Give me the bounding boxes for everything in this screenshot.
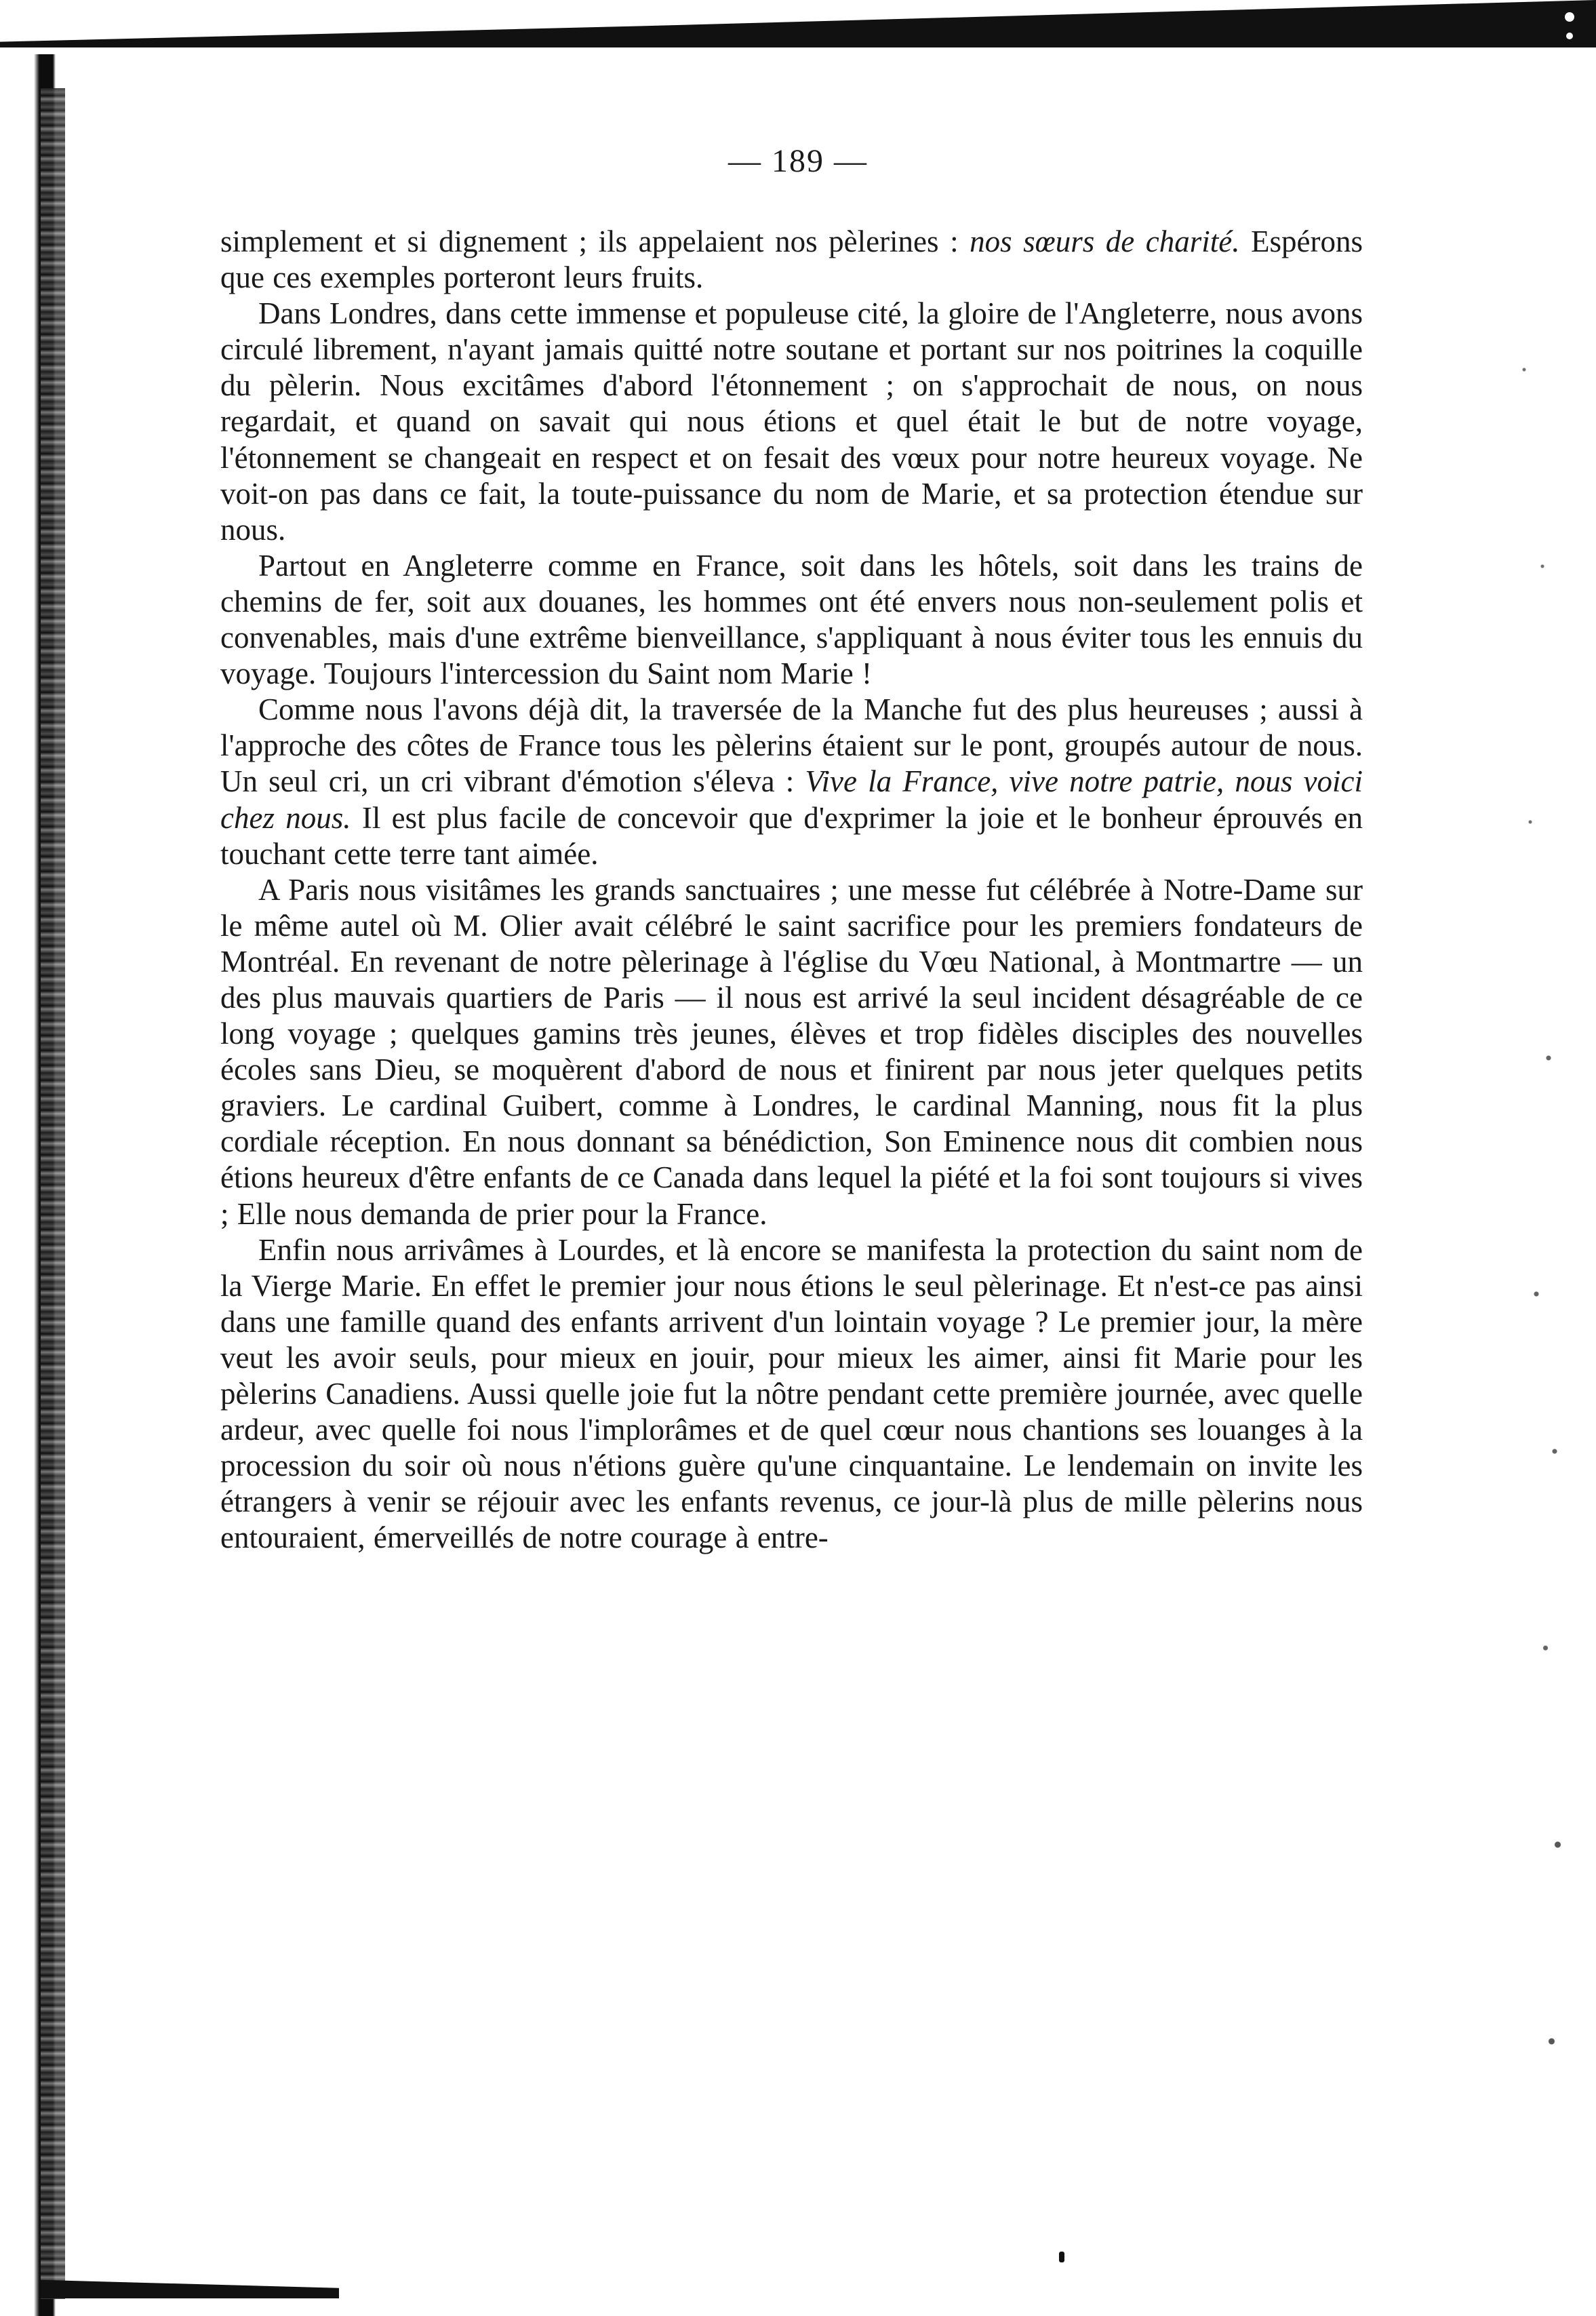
paragraph <box>220 692 1363 871</box>
paragraph-text: simplement et si dignement ; ils appelaient nos pèlerines : <box>220 224 970 258</box>
scan-bottom-mark <box>1059 2252 1064 2262</box>
paragraph <box>220 1232 1363 1556</box>
paragraph-text: A Paris nous visitâmes les grands sanctuaires ; une messe fut célébrée à Notre-Dame sur le même autel où M. Olier avait célébré le saint sacrifice pour les premiers fondateurs de Montréal. En revenant de notre pèlerinage à l'église du Vœu National, à Montmartre — un des plus mauvais quartiers de Paris — il nous est arrivé la seul incident désagréable de ce long voyage ; quelques gamins très jeunes, élèves et trop fidèles disciples des nouvelles écoles sans Dieu, se moquèrent d'abord de nous et finirent par nous jeter quelques petits graviers. Le cardinal Guibert, comme à Londres, le cardinal Manning, nous fit la plus cordiale réception. En nous donnant sa bénédiction, Son Eminence nous dit combien nous étions heureux d'être enfants de ce Canada dans lequel la piété et la foi sont toujours si vives ; Elle nous demanda de prier pour la France. <box>220 872 1363 1231</box>
paragraph-text: Espérons que ces exemples porteront leurs fruits. <box>220 224 1363 295</box>
body-text <box>220 224 1363 1556</box>
page-number: — 189 — <box>728 143 868 179</box>
scan-binding-edge <box>41 88 65 2299</box>
scan-border-bottom <box>41 2275 339 2298</box>
scan-border-top <box>0 0 1596 47</box>
paragraph <box>220 872 1363 1232</box>
paragraph <box>220 296 1363 548</box>
paragraph-text: Il est plus facile de concevoir que d'exprimer la joie et le bonheur éprouvés en touchant cette terre tant aimée. <box>220 800 1363 871</box>
italic-text: Vive la France, vive notre patrie, nous voici chez nous. <box>220 764 1363 835</box>
scan-margin-noise <box>1512 271 1573 2238</box>
scan-corner-mark <box>1565 12 1574 22</box>
paragraph-text: Enfin nous arrivâmes à Lourdes, et là encore se manifesta la protection du saint nom de la Vierge Marie. En effet le premier jour nous étions le seul pèlerinage. Et n'est-ce pas ainsi dans une famille quand des enfants arrivent d'un lointain voyage ? Le premier jour, la mère veut les avoir seuls, pour mieux en jouir, pour mieux les aimer, ainsi fit Marie pour les pèlerins Canadiens. Aussi quelle joie fut la nôtre pendant cette première journée, avec quelle ardeur, avec quelle foi nous l'implorâmes et de quel cœur nous chantions ses louanges à la procession du soir où nous n'étions guère qu'une cinquantaine. Le lendemain on invite les étrangers à venir se réjouir avec les enfants revenus, ce jour-là plus de mille pèlerins nous entouraient, émerveillés de notre courage à entre- <box>220 1232 1363 1555</box>
paragraph-text: Dans Londres, dans cette immense et populeuse cité, la gloire de l'Angleterre, nous avons circulé librement, n'ayant jamais quitté notre soutane et portant sur nos poitrines la coquille du pèlerin. Nous excitâmes d'abord l'étonnement ; on s'approchait de nous, on nous regardait, et quand on savait qui nous étions et quel était le but de notre voyage, l'étonnement se changeait en respect et on fesait des vœux pour notre heureux voyage. Ne voit-on pas dans ce fait, la toute-puissance du nom de Marie, et sa protection étendue sur nous. <box>220 296 1363 547</box>
paragraph <box>220 548 1363 692</box>
italic-text: nos sœurs de charité. <box>970 224 1240 258</box>
paragraph-text: Comme nous l'avons déjà dit, la traversée de la Manche fut des plus heureuses ; aussi à l'approche des côtes de France tous les pèlerins étaient sur le pont, groupés autour de nous. Un seul cri, un cri vibrant d'émotion s'éleva : <box>220 692 1363 799</box>
paragraph <box>220 224 1363 296</box>
scan-corner-mark <box>1566 33 1573 39</box>
paragraph-text: Partout en Angleterre comme en France, soit dans les hôtels, soit dans les trains de chemins de fer, soit aux douanes, les hommes ont été envers nous non-seulement polis et convenables, mais d'une extrême bienveillance, s'appliquant à nous éviter tous les ennuis du voyage. Toujours l'intercession du Saint nom Marie ! <box>220 548 1363 691</box>
